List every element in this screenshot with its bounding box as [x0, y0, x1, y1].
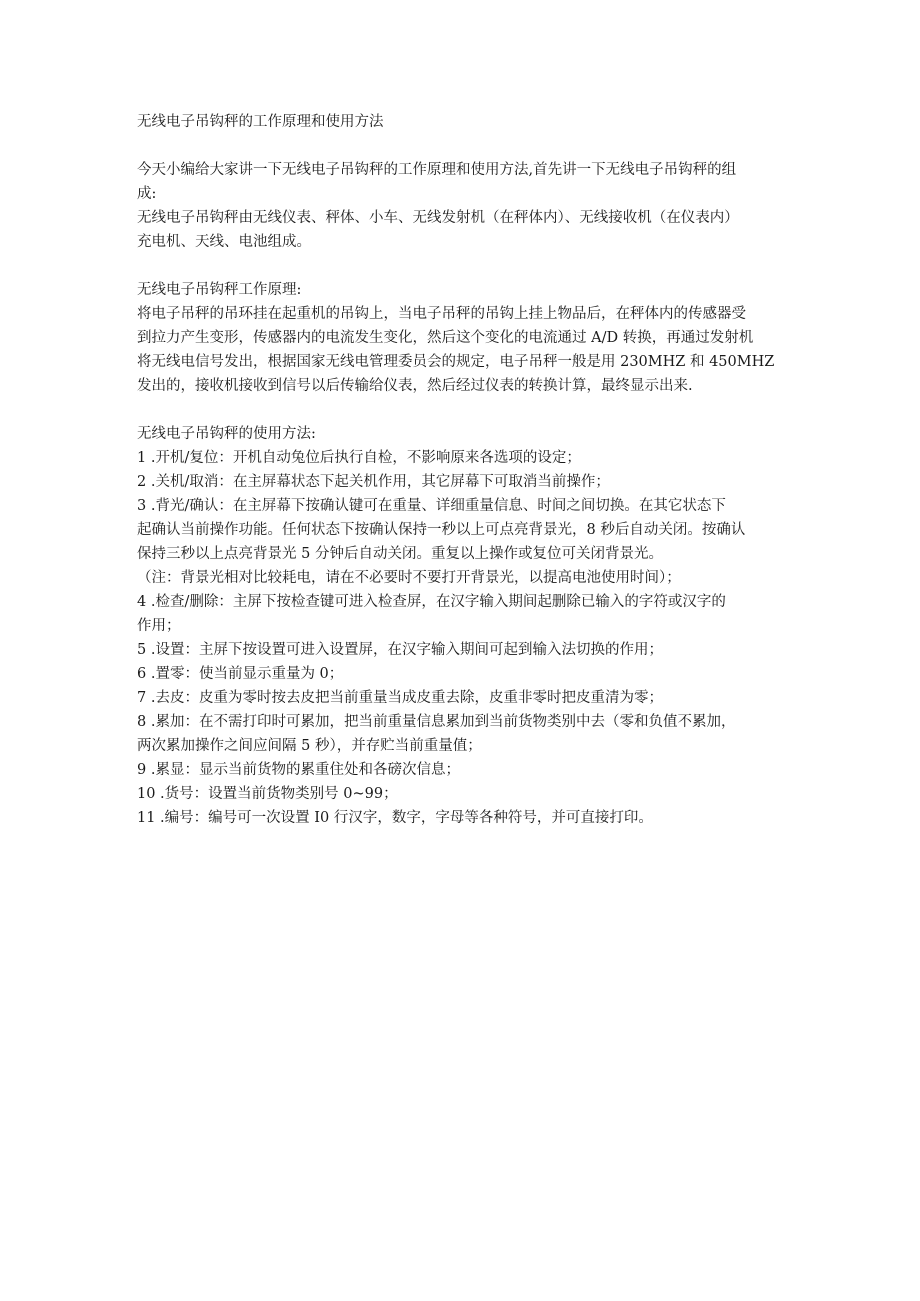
usage-line: 10 .货号：设置当前货物类别号 0~99； — [137, 786, 398, 802]
usage-section — [137, 422, 797, 830]
usage-line: 8 .累加：在不需打印时可累加，把当前重量信息累加到当前货物类别中去（零和负值不累加， — [137, 714, 736, 730]
intro-line: 今天小编给大家讲一下无线电子吊钩秤的工作原理和使用方法,首先讲一下无线电子吊钩秤的组 — [137, 162, 737, 178]
intro-line: 充电机、天线、电池组成。 — [137, 234, 311, 250]
usage-line: 起确认当前操作功能。任何状态下按确认保持一秒以上可点亮背景光，8 秒后自动关闭。按确认 — [137, 522, 746, 538]
usage-line: 作用； — [137, 618, 181, 634]
usage-line: 3 .背光/确认：在主屏幕下按确认键可在重量、详细重量信息、时间之间切换。在其它状态下 — [137, 498, 726, 514]
principle-line: 将电子吊秤的吊环挂在起重机的吊钩上，当电子吊秤的吊钩上挂上物品后，在秤体内的传感器受 — [137, 306, 746, 322]
usage-line: 6 .置零：使当前显示重量为 0； — [137, 666, 344, 682]
usage-line: 两次累加操作之间应间隔 5 秒），并存贮当前重量值； — [137, 738, 482, 754]
usage-line: 保持三秒以上点亮背景光 5 分钟后自动关闭。重复以上操作或复位可关闭背景光。 — [137, 546, 663, 562]
usage-line: 2 .关机/取消：在主屏幕状态下起关机作用，其它屏幕下可取消当前操作； — [137, 474, 610, 490]
usage-line: 7 .去皮：皮重为零时按去皮把当前重量当成皮重去除，皮重非零时把皮重清为零； — [137, 690, 663, 706]
usage-line: 4 .检查/删除：主屏下按检查键可进入检查屏，在汉字输入期间起删除已输入的字符或汉字的 — [137, 594, 726, 610]
principle-heading: 无线电子吊钩秤工作原理: — [137, 282, 302, 298]
usage-line: 9 .累显：显示当前货物的累重住处和各磅次信息； — [137, 762, 460, 778]
usage-line: 11 .编号：编号可一次设置 I0 行汉字，数字，字母等各种符号，并可直接打印。 — [137, 810, 653, 826]
document-page — [137, 110, 797, 830]
principle-section — [137, 278, 797, 398]
intro-paragraph — [137, 158, 797, 254]
usage-heading: 无线电子吊钩秤的使用方法: — [137, 426, 316, 442]
intro-line: 无线电子吊钩秤由无线仪表、秤体、小车、无线发射机（在秤体内）、无线接收机（在仪表内） — [137, 210, 739, 226]
document-title: 无线电子吊钩秤的工作原理和使用方法 — [137, 114, 384, 130]
principle-line: 将无线电信号发出，根据国家无线电管理委员会的规定，电子吊秤一般是用 230MHZ 和 450MHZ — [137, 354, 775, 370]
principle-line: 到拉力产生变形，传感器内的电流发生变化，然后这个变化的电流通过 A/D 转换，再通过发射机 — [137, 330, 754, 346]
intro-line: 成: — [137, 186, 157, 202]
principle-line: 发出的，接收机接收到信号以后传输给仪表，然后经过仪表的转换计算，最终显示出来. — [137, 378, 693, 394]
usage-line: （注：背景光相对比较耗电，请在不必要时不要打开背景光，以提高电池使用时间）； — [137, 570, 681, 586]
usage-line: 1 .开机/复位：开机自动兔位后执行自检，不影响原来各选项的设定； — [137, 450, 581, 466]
usage-line: 5 .设置：主屏下按设置可进入设置屏，在汉字输入期间可起到输入法切换的作用； — [137, 642, 663, 658]
